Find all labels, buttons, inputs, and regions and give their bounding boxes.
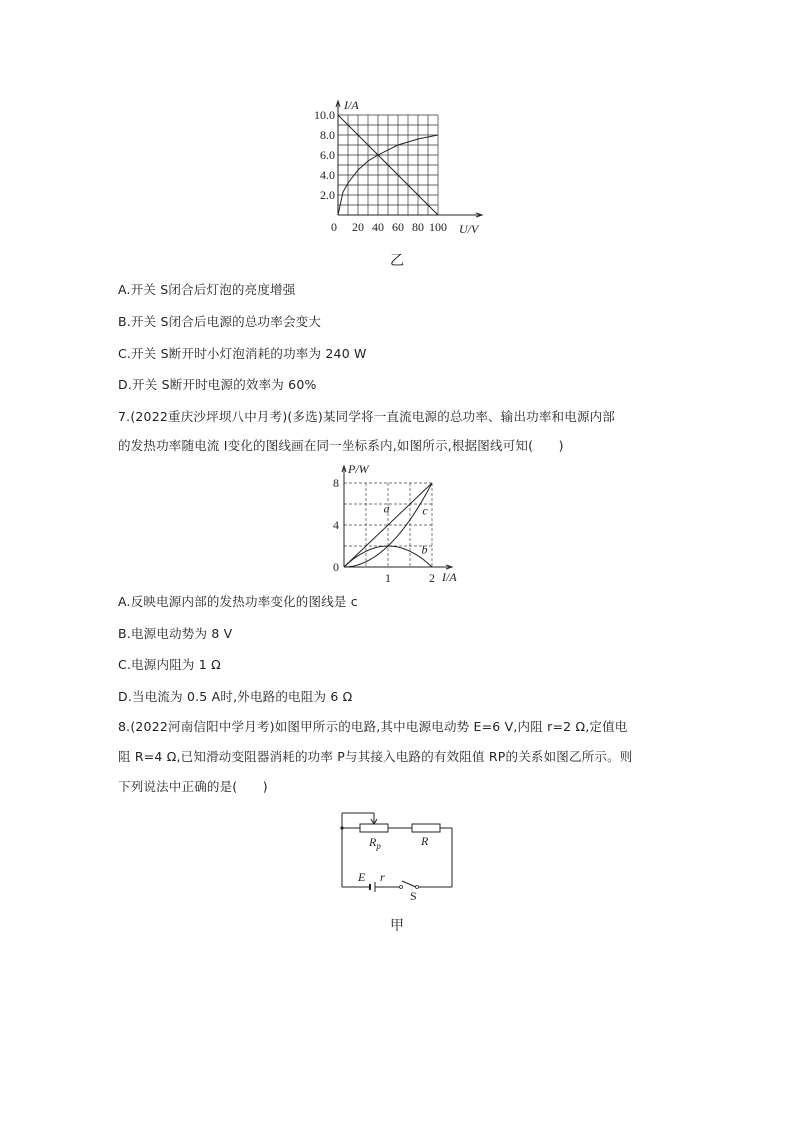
q7-option-c: C.电源内阻为 1 Ω	[118, 657, 221, 672]
q7-option-b: B.电源电动势为 8 V	[118, 626, 233, 641]
switch-s	[402, 881, 416, 887]
y-tick-label: 6.0	[320, 148, 335, 162]
q8-stem-line3: 下列说法中正确的是( )	[118, 779, 268, 794]
q6-option-d: D.开关 S断开时电源的效率为 60%	[118, 377, 317, 392]
q7-option-a: A.反映电源内部的发热功率变化的图线是 c	[118, 594, 358, 609]
x-axis-label: U/V	[459, 222, 479, 236]
rp-label: $R_p$	[369, 835, 381, 851]
q6-option-c: C.开关 S断开时小灯泡消耗的功率为 240 W	[118, 346, 367, 361]
resistor-r	[412, 824, 440, 832]
q6-option-a: A.开关 S闭合后灯泡的亮度增强	[118, 282, 296, 297]
q8-stem-line2: 阻 R=4 Ω,已知滑动变阻器消耗的功率 P与其接入电路的有效阻值 RP的关系如图乙所示。则	[118, 749, 633, 764]
y-tick-label: 4	[333, 518, 339, 532]
q6-option-b: B.开关 S闭合后电源的总功率会变大	[118, 314, 322, 329]
x-tick-label: 0	[331, 220, 337, 234]
figure-caption-yi: 乙	[390, 253, 404, 269]
y-axis-label: I/A	[344, 98, 359, 112]
circuit-diagram	[330, 805, 465, 905]
junction-dot	[340, 826, 343, 829]
x-tick-label: 20	[352, 220, 364, 234]
x-axis-label: I/A	[442, 570, 457, 584]
switch-label: S	[410, 889, 417, 903]
figure-caption-jia: 甲	[390, 918, 404, 934]
switch-contact	[400, 886, 403, 889]
series-label-a: a	[383, 501, 390, 516]
q7-stem-line2: 的发热功率随电流 I变化的图线画在同一坐标系内,如图所示,根据图线可知( )	[118, 438, 564, 453]
x-tick-label: 40	[372, 220, 384, 234]
x-tick-label: 1	[385, 571, 391, 585]
iu-graph	[300, 95, 500, 245]
internal-resistance-label: r	[380, 870, 385, 884]
x-tick-label: 100	[429, 220, 447, 234]
q8-stem-line1: 8.(2022河南信阳中学月考)如图甲所示的电路,其中电源电动势 E=6 V,内阻 r=2 Ω,定值电	[118, 719, 628, 734]
pi-graph	[318, 460, 478, 590]
emf-label: E	[358, 870, 366, 884]
series-label-c: c	[422, 503, 428, 518]
y-tick-label: 8.0	[320, 128, 335, 142]
y-tick-label: 4.0	[320, 168, 335, 182]
r-label: R	[421, 834, 429, 848]
x-tick-label: 80	[412, 220, 424, 234]
y-tick-label: 10.0	[314, 108, 335, 122]
series-label-b: b	[421, 542, 428, 557]
x-tick-label: 2	[429, 571, 435, 585]
origin-label: 0	[333, 560, 339, 574]
y-tick-label: 8	[333, 476, 339, 490]
q7-stem-line1: 7.(2022重庆沙坪坝八中月考)(多选)某同学将一直流电源的总功率、输出功率和电源内部	[118, 409, 616, 424]
y-axis-label: P/W	[348, 462, 369, 476]
rheostat-rp	[360, 824, 388, 832]
q7-option-d: D.当电流为 0.5 A时,外电路的电阻为 6 Ω	[118, 689, 353, 704]
y-tick-label: 2.0	[320, 188, 335, 202]
x-tick-label: 60	[392, 220, 404, 234]
